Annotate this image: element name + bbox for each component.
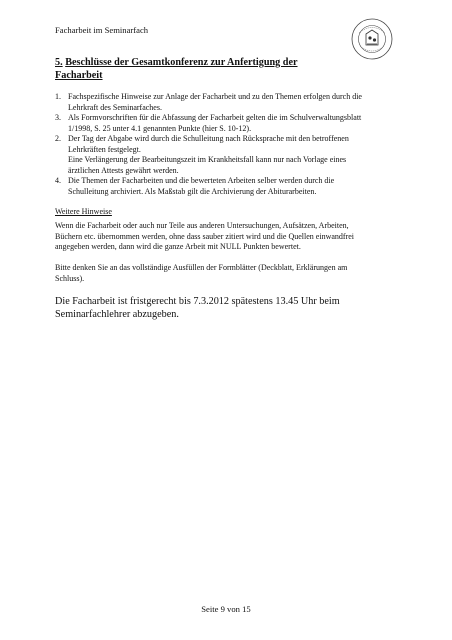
list-item [55, 113, 405, 134]
page-number-footer: Seite 9 von 15 [201, 604, 251, 614]
section-title-line2: Facharbeit [55, 70, 103, 81]
deadline-line: Die Facharbeit ist fristgerecht bis 7.3.2012 spätestens 13.45 Uhr beim [55, 296, 340, 307]
section-title [55, 56, 355, 82]
paragraph-line: angegeben werden, dann wird die ganze Arbeit mit NULL Punkten bewertet. [55, 242, 301, 251]
school-seal-icon [351, 18, 393, 60]
list-item [55, 176, 405, 197]
list-item-text: Lehrkraft des Seminarfaches. [68, 102, 162, 112]
list-item-text: Eine Verlängerung der Bearbeitungszeit im Krankheitsfall kann nur nach Vorlage eines [68, 155, 347, 164]
further-notes-heading: Weitere Hinweise [55, 207, 112, 216]
list-item-text: Lehrkräften festgelegt. [68, 144, 141, 154]
list-item [55, 92, 405, 113]
section-title-line1: Beschlüsse der Gesamtkonferenz zur Anfertigung der [65, 57, 298, 68]
list-item-number: 2. [55, 134, 61, 143]
list-item-number: 3. [55, 113, 61, 122]
list-item-number: 4. [55, 176, 61, 185]
forms-reminder-paragraph [55, 263, 405, 284]
deadline-notice [55, 295, 415, 321]
list-item-number: 1. [55, 92, 61, 101]
decisions-list [55, 92, 405, 197]
list-item-text: Die Themen der Facharbeiten und die bewerteten Arbeiten selber werden durch die [68, 176, 335, 185]
paragraph-line: Bitte denken Sie an das vollständige Ausfüllen der Formblätter (Deckblatt, Erklärungen am [55, 263, 348, 272]
list-item-text: Fachspezifische Hinweise zur Anlage der Facharbeit und zu den Themen erfolgen durch die [68, 92, 362, 101]
list-item-text: Schulleitung archiviert. Als Maßstab gilt die Archivierung der Abiturarbeiten. [68, 186, 317, 196]
deadline-line: Seminarfachlehrer abzugeben. [55, 309, 179, 320]
running-header: Facharbeit im Seminarfach [55, 25, 149, 35]
paragraph-line: Büchern etc. übernommen werden, ohne dass sauber zitiert wird und die Quellen einwandfrei [55, 231, 355, 241]
list-item [55, 134, 405, 176]
list-item-text: Als Formvorschriften für die Abfassung der Facharbeit gelten die im Schulverwaltungsblatt [68, 113, 362, 122]
section-number: 5. [55, 57, 63, 68]
paragraph-line: Schluss). [55, 273, 85, 283]
further-notes-paragraph [55, 221, 405, 253]
list-item-text: ärztlichen Attests gewährt werden. [68, 165, 179, 175]
paragraph-line: Wenn die Facharbeit oder auch nur Teile aus anderen Untersuchungen, Aufsätzen, Arbeiten, [55, 221, 349, 230]
list-item-text: Der Tag der Abgabe wird durch die Schulleitung nach Rücksprache mit den betroffenen [68, 134, 349, 143]
list-item-text: 1/1998, S. 25 unter 4.1 genannten Punkte (hier S. 10-12). [68, 123, 252, 133]
